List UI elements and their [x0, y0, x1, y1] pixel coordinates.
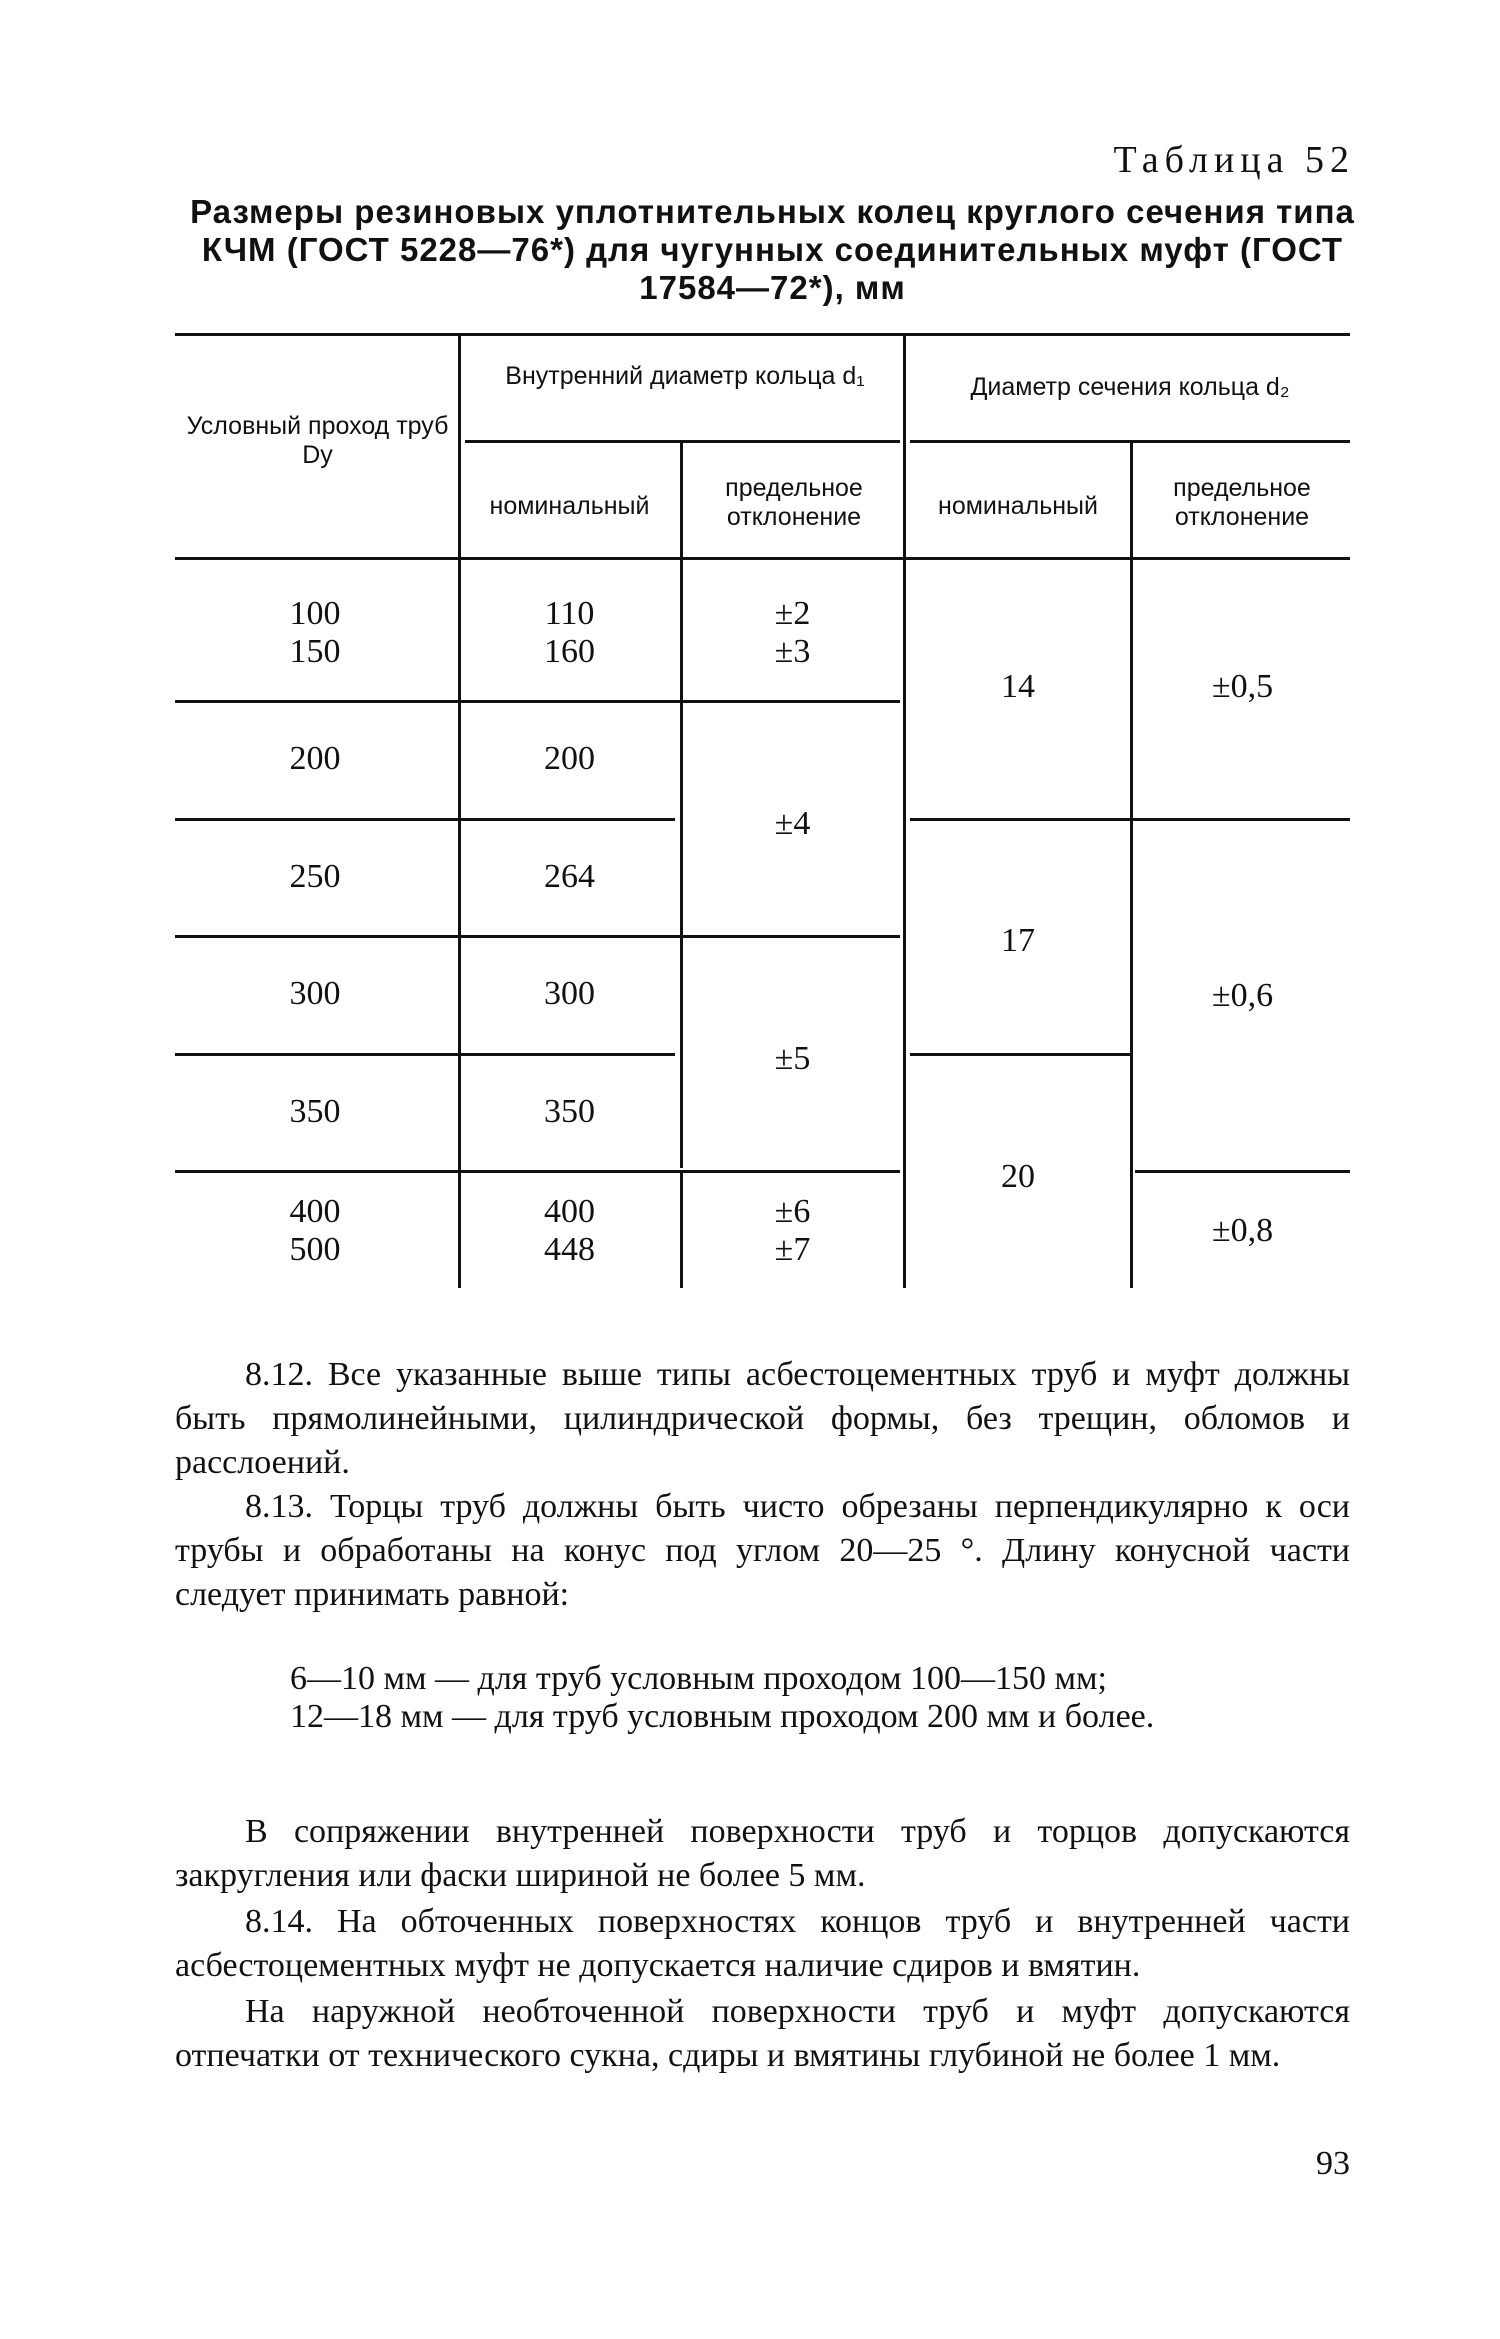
col-rule	[1130, 557, 1133, 1288]
cell-d2-nominal: 14	[1001, 668, 1035, 705]
header-bottom-rule	[175, 557, 1350, 560]
table-title: Размеры резиновых уплотнительных колец круглого сечения типа КЧМ (ГОСТ 5228—76*) для чугунных соединительных муфт (ГОСТ 17584—72*), мм	[190, 193, 1355, 306]
cell-d1-deviation: ±6	[774, 1193, 811, 1230]
row-rule	[910, 1053, 1130, 1056]
header-deviation: предельное отклонение	[1173, 474, 1311, 531]
cell-dy: 350	[289, 1093, 341, 1130]
cell-d1-nominal: 200	[544, 740, 595, 777]
row-rule	[175, 935, 900, 938]
cell-dy: 200	[289, 740, 341, 777]
col-rule	[680, 700, 683, 1168]
cell-d2-deviation: ±0,8	[1211, 1212, 1274, 1249]
col-rule	[458, 333, 461, 1288]
header-nominal: номинальный	[489, 492, 650, 520]
cell-dy: 100	[289, 595, 341, 632]
row-rule	[175, 818, 675, 821]
paragraph-8-13: 8.13. Торцы труб должны быть чисто обрезаны перпендикулярно к оси трубы и обработаны на конус под углом 20—25 °. Длину конусной части следует принимать равной:	[175, 1488, 1350, 1613]
cell-d1-deviation: ±2	[774, 595, 811, 632]
cell-d1-nominal: 160	[544, 633, 595, 670]
list-item: 12—18 мм — для труб условным проходом 200 мм и более.	[290, 1698, 1155, 1735]
row-rule	[1135, 1170, 1350, 1173]
header-inner-diameter: Внутренний диаметр кольца d₁	[505, 362, 865, 390]
cell-d2-deviation: ±0,5	[1211, 668, 1274, 705]
col-rule	[680, 1170, 683, 1288]
cell-dy: 400	[289, 1193, 341, 1230]
col-rule	[1130, 440, 1133, 557]
cell-d1-nominal: 300	[544, 975, 595, 1012]
page-number: 93	[1316, 2145, 1350, 2182]
paragraph-outer-surface: На наружной необточенной поверхности труб и муфт допускаются отпечатки от технического сукна, сдиры и вмятины глубиной не более 1 мм.	[175, 1993, 1350, 2074]
cell-d1-nominal: 350	[544, 1093, 595, 1130]
col-rule	[680, 557, 683, 700]
header-conditional-pass: Условный проход труб Dу	[186, 412, 449, 469]
header-nominal: номинальный	[938, 492, 1098, 520]
cell-dy: 500	[289, 1231, 341, 1268]
paragraph-fillet: В сопряжении внутренней поверхности труб и торцов допускаются закругления или фаски шириной не более 5 мм.	[175, 1813, 1350, 1894]
cell-dy: 300	[289, 975, 341, 1012]
row-rule	[175, 1053, 675, 1056]
header-deviation: предельное отклонение	[725, 474, 863, 531]
cell-d2-deviation: ±0,6	[1211, 977, 1274, 1014]
cell-d2-nominal: 20	[1001, 1158, 1035, 1195]
cell-dy: 250	[289, 858, 341, 895]
cell-d1-deviation: ±5	[774, 1040, 811, 1077]
row-rule	[175, 1170, 900, 1173]
cell-d1-deviation: ±7	[774, 1231, 811, 1268]
cell-d1-nominal: 448	[544, 1231, 595, 1268]
cell-d1-nominal: 400	[544, 1193, 595, 1230]
list-item: 6—10 мм — для труб условным проходом 100—150 мм;	[290, 1660, 1107, 1697]
header-section-diameter: Диаметр сечения кольца d₂	[970, 373, 1290, 401]
cell-d1-nominal: 264	[544, 858, 595, 895]
col-rule	[903, 333, 906, 1288]
row-rule	[175, 700, 900, 703]
cell-d2-nominal: 17	[1001, 922, 1035, 959]
paragraph-8-12: 8.12. Все указанные выше типы асбестоцементных труб и муфт должны быть прямолинейными, цилиндрической формы, без трещин, обломов и расслоений.	[175, 1356, 1350, 1481]
cell-dy: 150	[289, 633, 341, 670]
cell-d1-nominal: 110	[544, 595, 595, 632]
table-top-rule	[175, 333, 1350, 336]
paragraph-8-14: 8.14. На обточенных поверхностях концов труб и внутренней части асбестоцементных муфт не допускается наличие сдиров и вмятин.	[175, 1903, 1350, 1984]
cell-d1-deviation: ±4	[774, 805, 811, 842]
table-label: Таблица 52	[1113, 139, 1355, 181]
cell-d1-deviation: ±3	[774, 633, 811, 670]
col-rule	[680, 440, 683, 557]
